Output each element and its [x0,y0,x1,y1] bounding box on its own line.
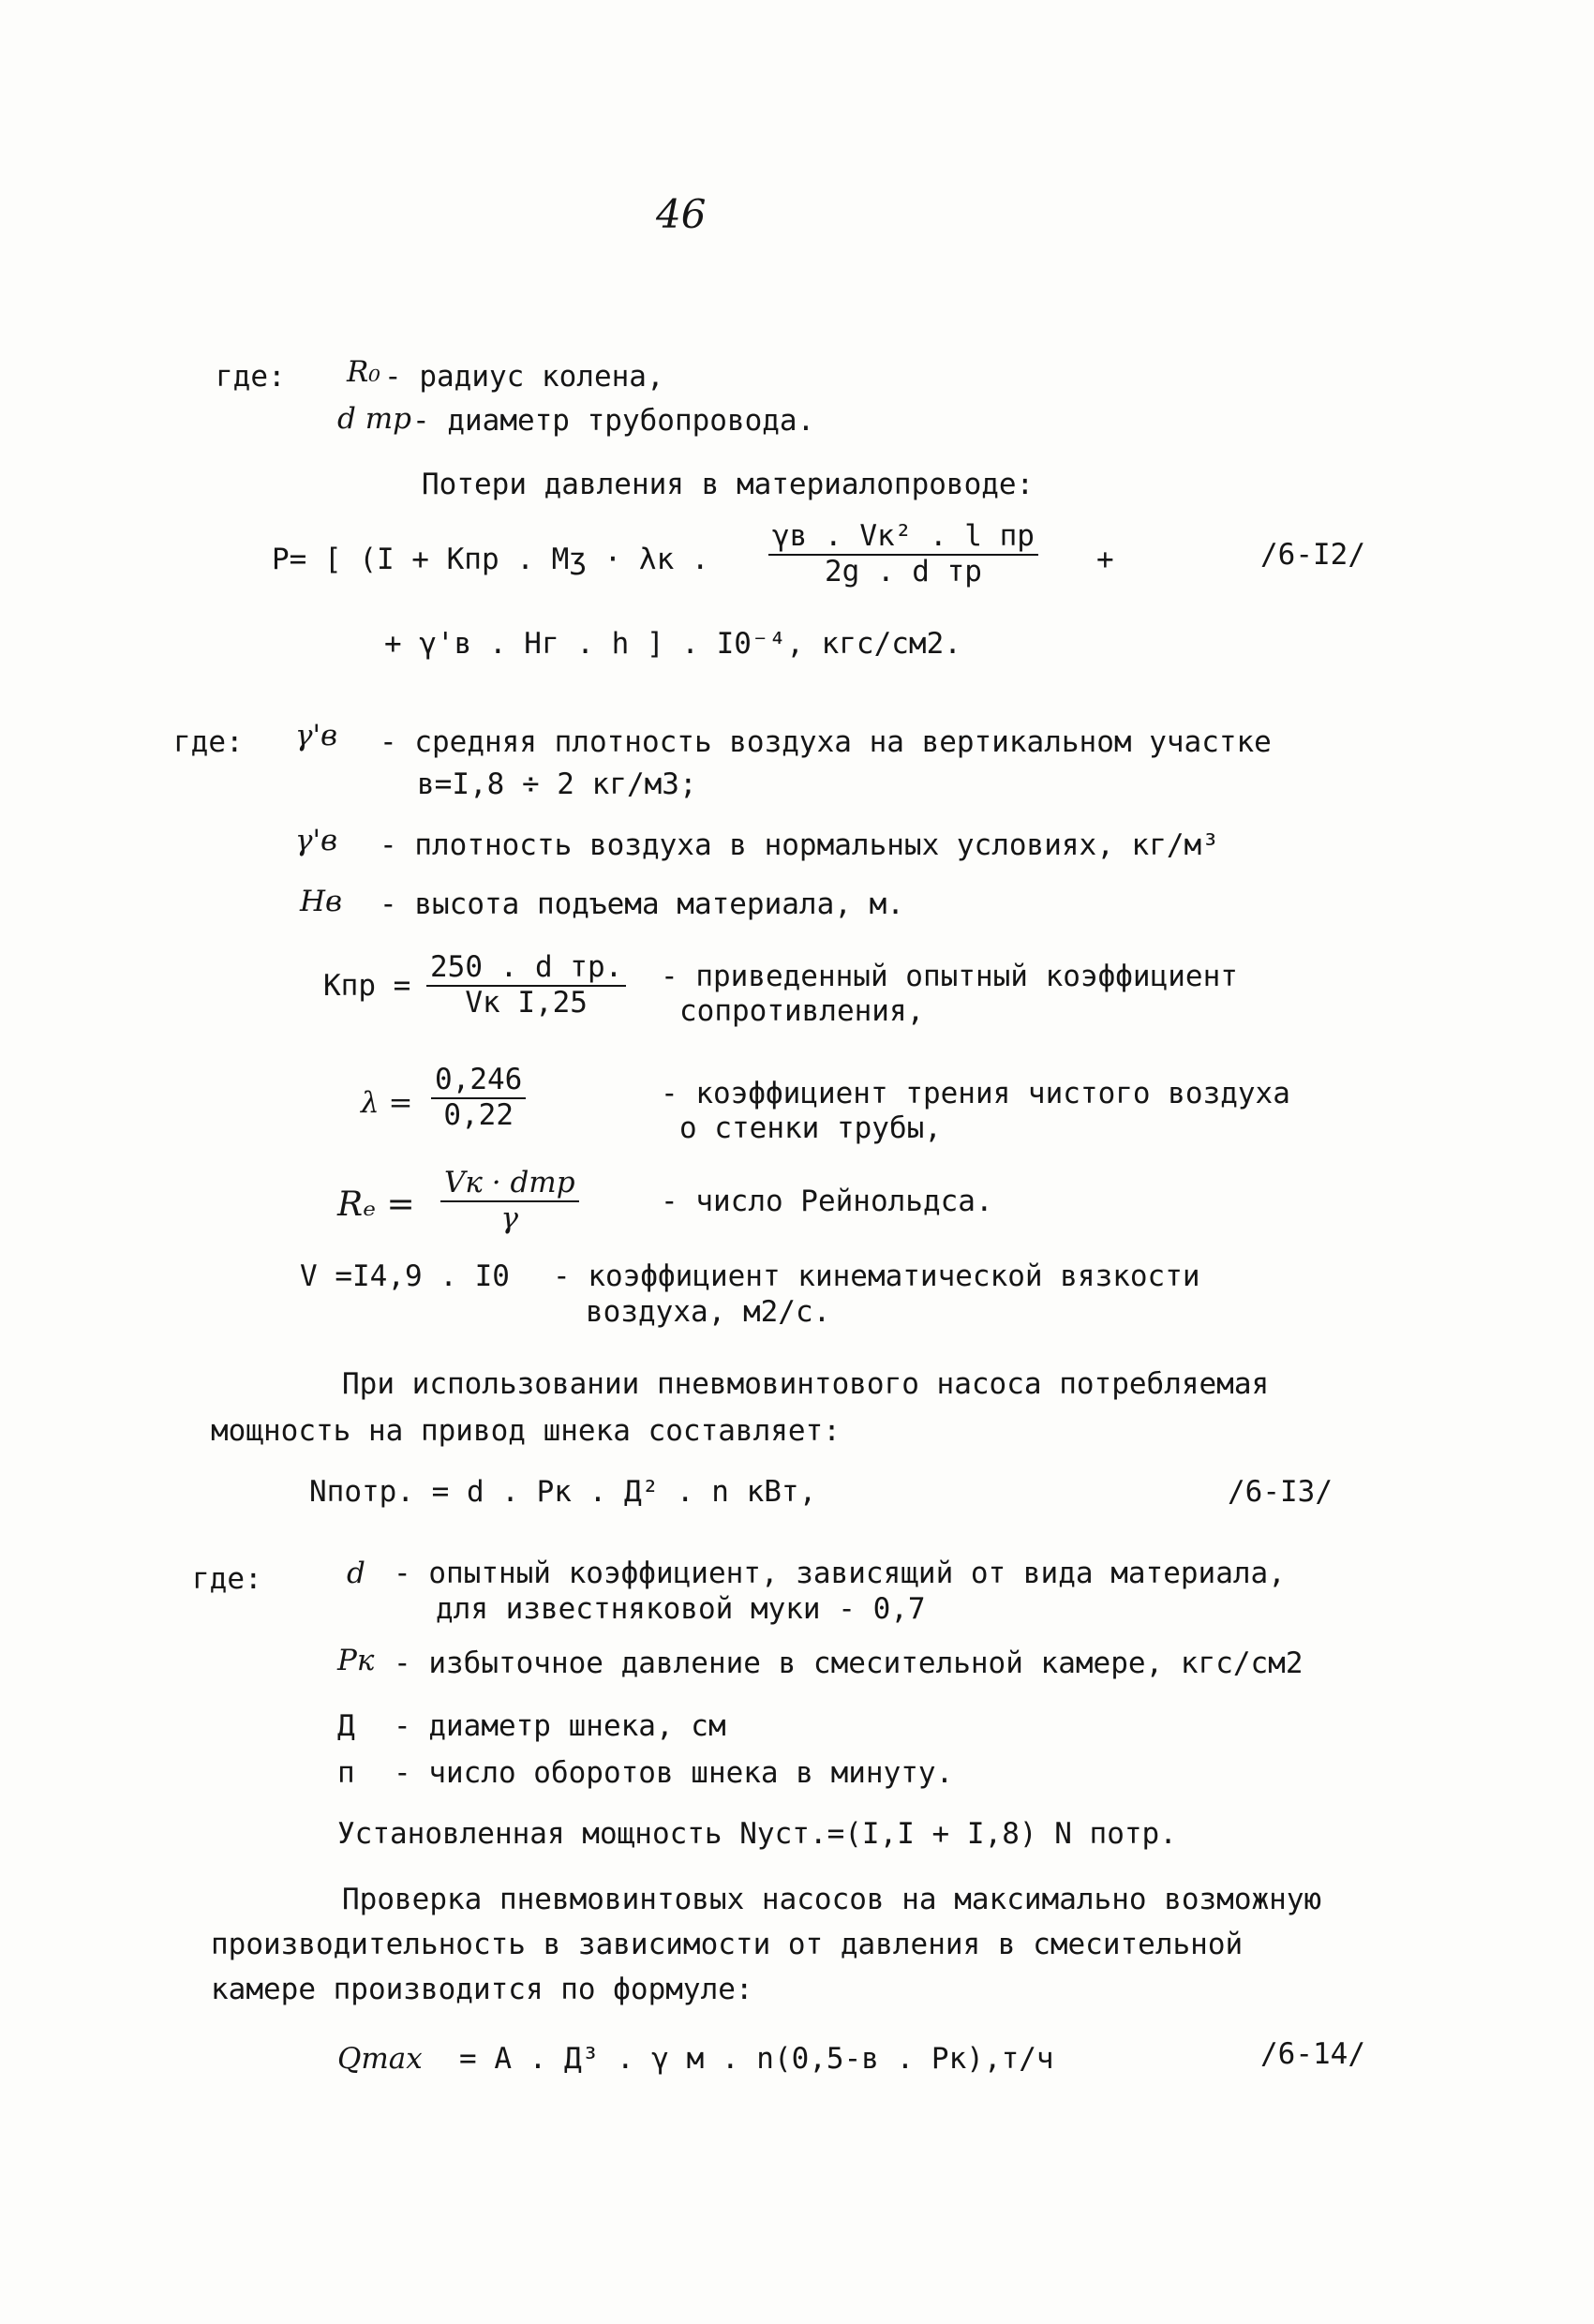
reynolds-lhs: Rₑ = [337,1185,415,1224]
equation-number-6-14: /6-14/ [1260,2037,1365,2071]
where-label-3: где: [192,1562,262,1596]
equation-number-6-12: /6-I2/ [1260,538,1365,572]
lambda-fraction [431,1064,526,1132]
lambda-definition-line2: о стенки трубы, [679,1111,942,1145]
reynolds-fraction [440,1167,579,1235]
h-v-symbol: Hв [300,885,343,918]
dtr-definition: - диаметр трубопровода. [412,404,815,438]
formula-6-12-numerator: γв . Vк² . l пр [768,520,1038,556]
n-symbol: п [337,1756,355,1790]
paragraph-pressure-losses: Потери давления в материалопроводе: [422,468,1035,501]
kpr-definition: - приведенный опытный коэффициент [661,960,1238,993]
pk-definition: - избыточное давление в смесительной камере, кгс/см2 [394,1646,1304,1680]
installed-power-formula: Установленная мощность Nуст.=(I,I + I,8) N потр. [337,1817,1177,1851]
gamma-v-normal-symbol: γ'в [295,824,338,857]
reynolds-numerator: Vк · dтр [440,1167,579,1202]
paragraph-check-line2: производительность в зависимости от давления в смесительной [211,1928,1244,1961]
kpr-lhs: Кпр = [323,969,411,1003]
kpr-fraction [426,951,626,1020]
alpha-definition: - опытный коэффициент, зависящий от вида материала, [394,1557,1286,1590]
gamma-v-range: в=I,8 ÷ 2 кг/м3; [417,767,697,801]
paragraph-check-line3: камере производится по формуле: [211,1973,753,2006]
gamma-v-symbol: γ'в [295,719,338,752]
equation-number-6-13: /6-I3/ [1228,1475,1333,1509]
d-symbol: Д [337,1709,355,1743]
kpr-denominator: Vк I,25 [465,985,588,1020]
paragraph-check-line1: Проверка пневмовинтовых насосов на максимально возможную [342,1883,1322,1916]
where-label-1: где: [216,360,286,394]
where-label-2: где: [173,725,244,759]
formula-6-14: = A . Д³ . γ м . n(0,5-в . Рк),т/ч [459,2042,1054,2076]
pk-symbol: Рк [337,1644,375,1677]
reynolds-denominator: γ [500,1200,519,1235]
formula-6-13: Nпотр. = d . Рк . Д² . n кВт, [309,1475,817,1509]
nu-definition: - коэффициент кинематической вязкости [553,1259,1200,1293]
formula-6-12-line1: P= [ (I + Kпр . Mʒ · λк . [272,543,709,576]
gamma-v-normal-definition: - плотность воздуха в нормальных условиях, кг/м³ [380,828,1219,862]
paragraph-screw-pump-line1: При использовании пневмовинтового насоса потребляемая [342,1367,1270,1401]
kpr-numerator: 250 . d тр. [426,951,626,987]
dtr-symbol: d тр [337,402,411,436]
paragraph-screw-pump-line2: мощность на привод шнека составляет: [211,1414,841,1448]
formula-6-12-line2: + γ'в . Hг . h ] . I0⁻⁴, кгс/см2. [384,627,961,661]
lambda-lhs: λ = [361,1086,413,1120]
alpha-definition-line2: для известняковой муки - 0,7 [436,1592,926,1626]
d-definition: - диаметр шнека, см [394,1709,726,1743]
nu-lhs: V =I4,9 . I0 [300,1259,510,1293]
lambda-denominator: 0,22 [443,1097,514,1132]
r0-symbol: R₀ [347,355,380,389]
nu-definition-line2: воздуха, м2/с. [586,1295,831,1329]
lambda-definition: - коэффициент трения чистого воздуха [661,1077,1290,1110]
gamma-v-definition: - средняя плотность воздуха на вертикальном участке [380,725,1272,759]
alpha-symbol: d [347,1557,365,1590]
formula-6-12-denominator: 2g . d тр [824,554,982,588]
kpr-definition-line2: сопротивления, [679,994,925,1028]
h-v-definition: - высота подъема материала, м. [380,887,904,921]
lambda-numerator: 0,246 [431,1064,526,1099]
formula-6-12-plus: + [1096,543,1114,576]
n-definition: - число оборотов шнека в минуту. [394,1756,954,1790]
page-number: 46 [656,191,707,237]
r0-definition: - радиус колена, [384,360,664,394]
formula-6-14-lhs: Qmax [337,2042,423,2076]
reynolds-definition: - число Рейнольдса. [661,1184,993,1218]
formula-6-12-fraction [768,520,1038,588]
